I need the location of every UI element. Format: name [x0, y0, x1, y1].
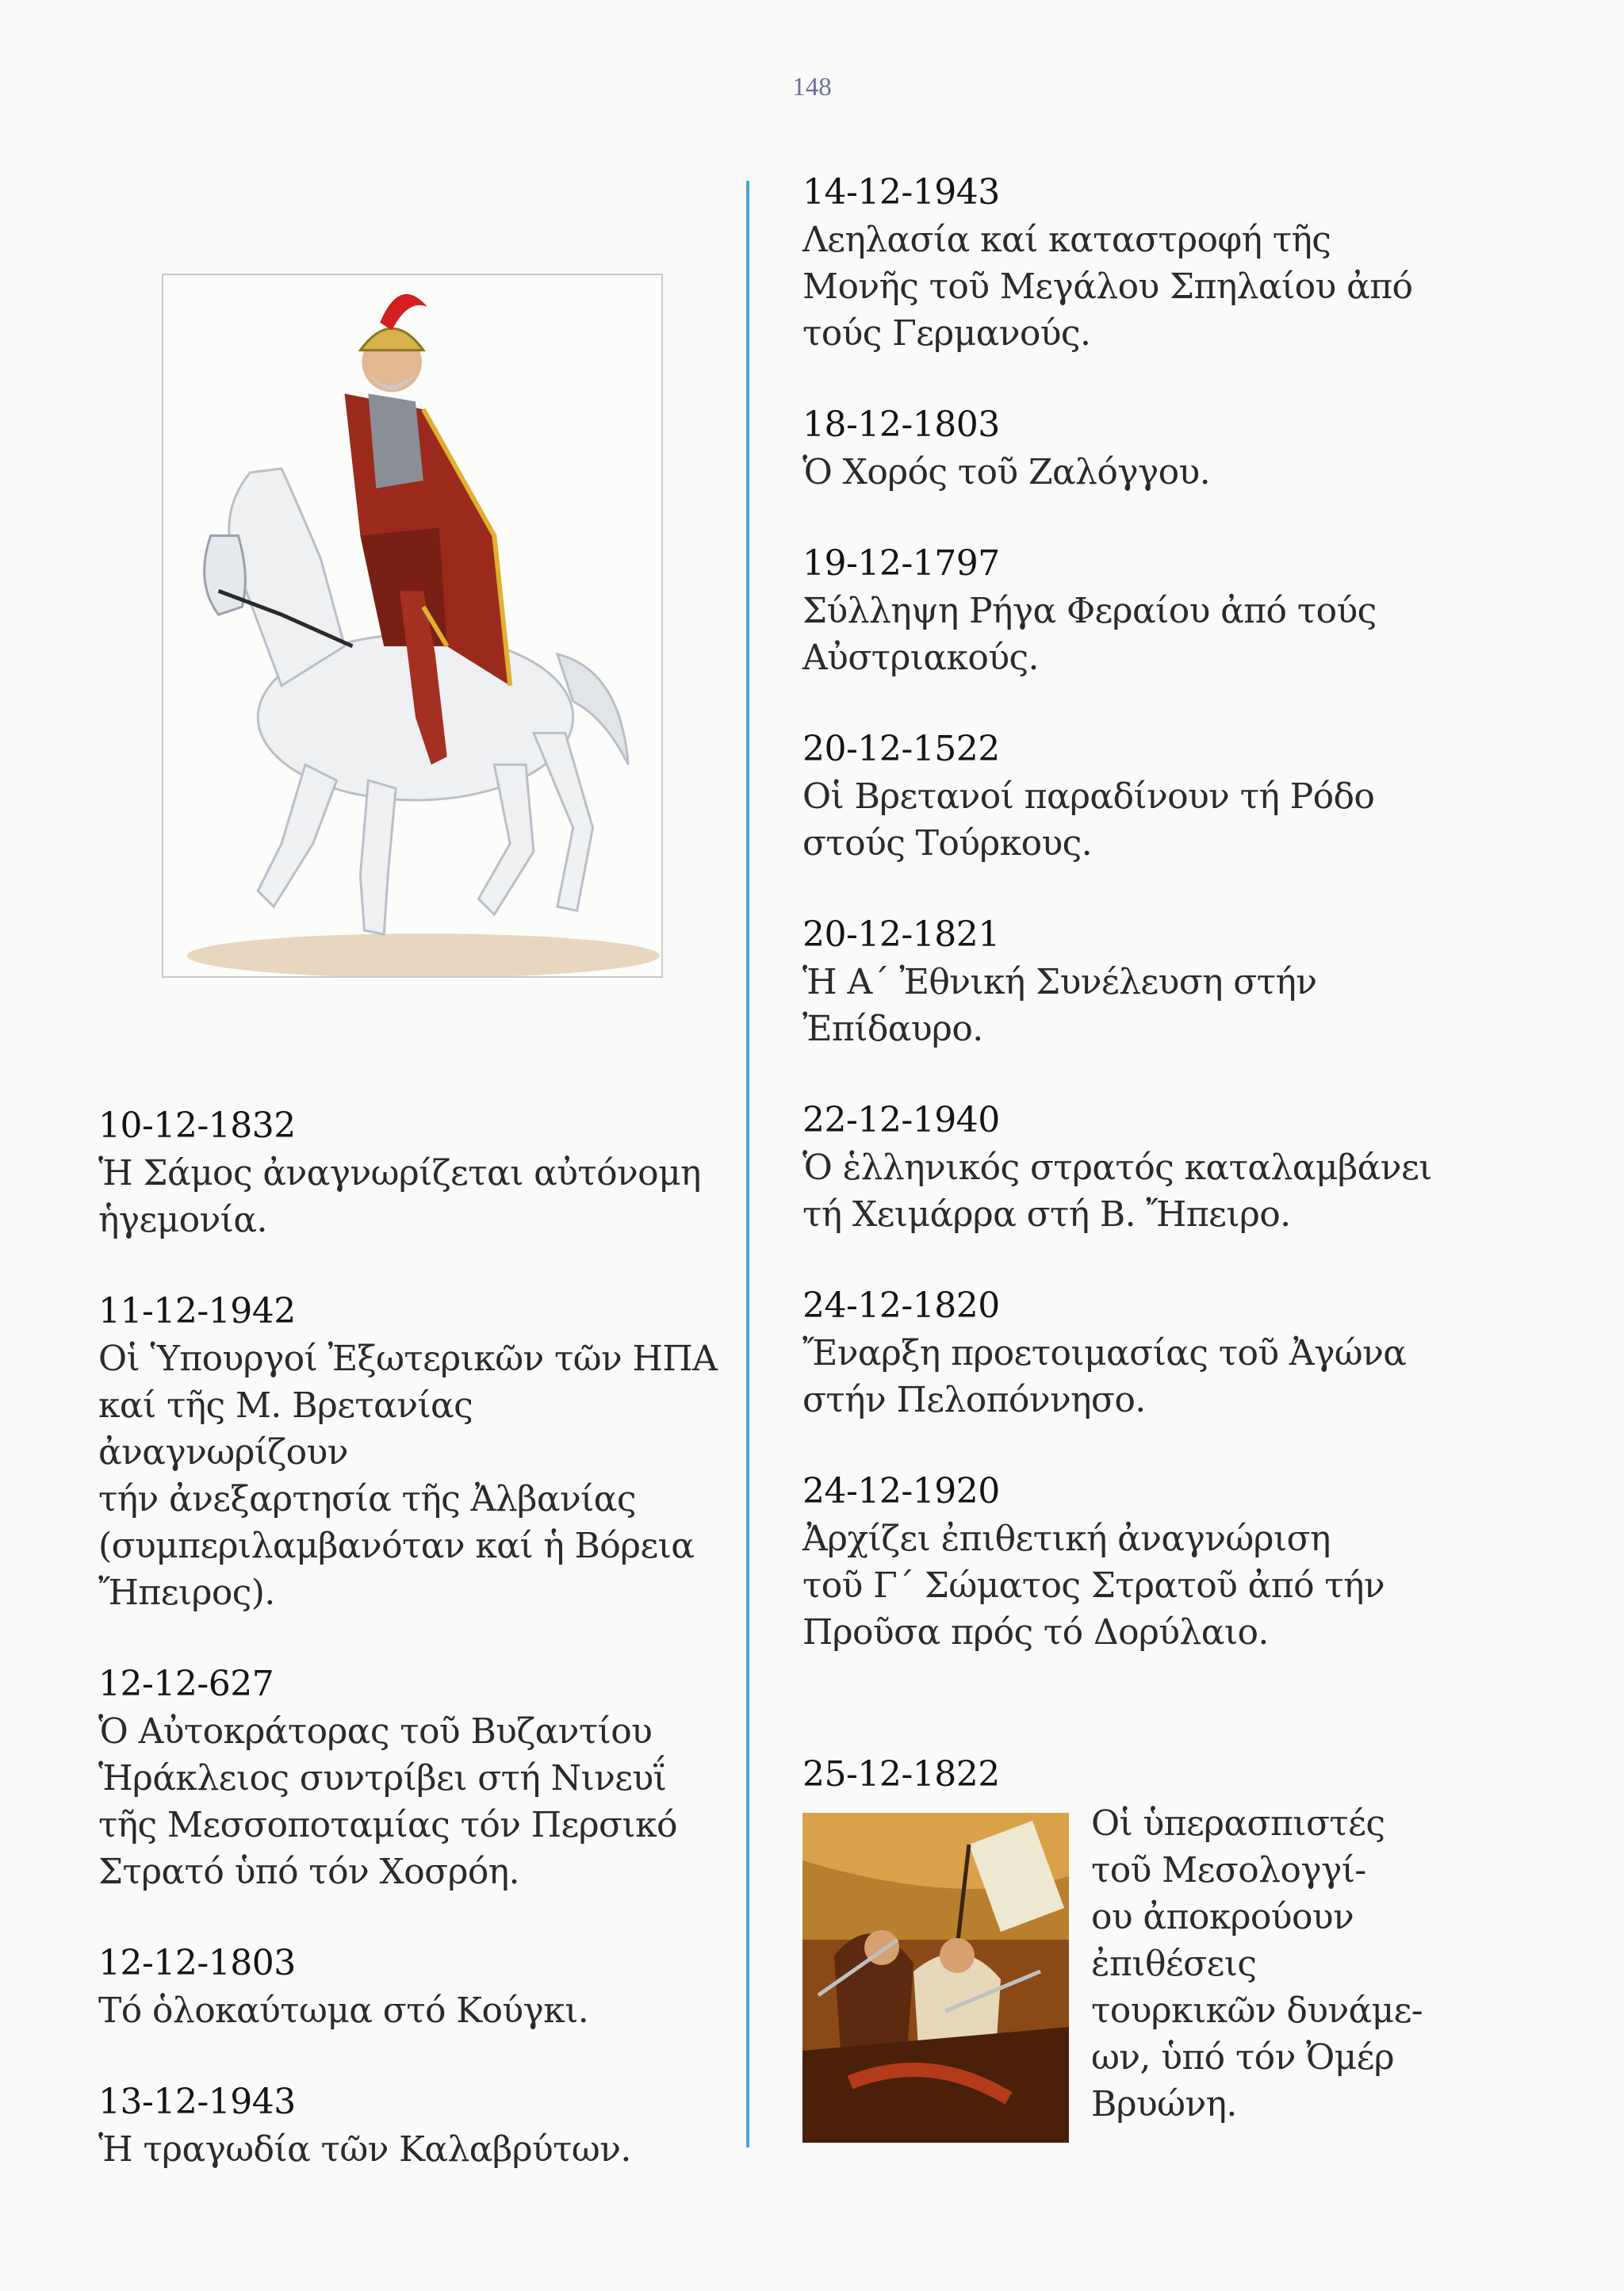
entry-text-line: τῆς Μεσσοποταμίας τόν Περσικό [98, 1805, 677, 1845]
entry-text-line: Βρυώνη. [1091, 2084, 1237, 2124]
entry-text-line: Προῦσα πρός τό Δορύλαιο. [802, 1612, 1269, 1653]
entry-text-line: ων, ὑπό τόν Ὀμέρ [1091, 2037, 1395, 2078]
entry-spacer [802, 1238, 1437, 1282]
left-column [98, 1102, 733, 2173]
entry-date: 12-12-627 [98, 1664, 274, 1704]
entry-text-line: Οἱ Βρετανοί παραδίνουν τή Ρόδο [802, 776, 1375, 817]
right-column [802, 169, 1437, 1656]
entry-text-line: Ἡ Α΄ Ἐθνική Συνέλευση στήν [802, 962, 1317, 1002]
entry-14-12-1943 [802, 169, 1437, 357]
entry-11-12-1942 [98, 1288, 733, 1616]
entry-text-line: τουρκικῶν δυνάμε- [1091, 1990, 1423, 2031]
entry-date: 14-12-1943 [802, 172, 1000, 213]
entry-text-line: ἐπιθέσεις [1091, 1944, 1257, 1984]
entry-date: 20-12-1522 [802, 729, 1000, 769]
entry-12-12-627 [98, 1661, 733, 1895]
column-divider [746, 181, 749, 2147]
entry-text-line: Ὁ ἑλληνικός στρατός καταλαμβάνει [802, 1147, 1432, 1188]
entry-spacer [802, 867, 1437, 911]
entry-10-12-1832 [98, 1102, 733, 1243]
entry-date: 18-12-1803 [802, 404, 1000, 445]
entry-text-line: τοῦ Γ΄ Σώματος Στρατοῦ ἀπό τήν [802, 1565, 1385, 1606]
entry-text-line: Ἡ τραγωδία τῶν Καλαβρύτων. [98, 2129, 631, 2170]
entry-text-line: Ἡράκλειος συντρίβει στή Νινευΐ [98, 1758, 667, 1799]
entry-spacer [802, 681, 1437, 726]
entry-text-line: Αὐστριακούς. [802, 638, 1039, 678]
entry-text-line: ου ἀποκρούουν [1091, 1897, 1354, 1937]
entry-text-line: Οἱ ὑπερασπιστές [1091, 1803, 1385, 1844]
entry-spacer [802, 1052, 1437, 1097]
entry-text-line: Σύλληψη Ρήγα Φεραίου ἀπό τούς [802, 591, 1377, 631]
entry-text-line: Ἐπίδαυρο. [802, 1009, 983, 1049]
entry-text-line: (συμπεριλαμβανόταν καί ἡ Βόρεια [98, 1526, 695, 1566]
entry-20-12-1821 [802, 911, 1437, 1052]
entry-text-line: Ὁ Χορός τοῦ Ζαλόγγου. [802, 452, 1211, 492]
entry-text-line: στήν Πελοπόννησο. [802, 1380, 1146, 1420]
entry-spacer [98, 2034, 733, 2078]
entry-text-line: καί τῆς Μ. Βρετανίας ἀναγνωρίζουν [98, 1385, 473, 1473]
entry-22-12-1940 [802, 1097, 1437, 1238]
entry-date: 25-12-1822 [802, 1754, 1000, 1795]
entry-12-12-1803 [98, 1940, 733, 2034]
entry-text-line: Ἤπειρος). [98, 1573, 275, 1613]
entry-20-12-1522 [802, 726, 1437, 867]
entry-24-12-1820 [802, 1282, 1437, 1423]
entry-text-line: Στρατό ὑπό τόν Χοσρόη. [98, 1852, 519, 1892]
entry-19-12-1797 [802, 540, 1437, 681]
entry-text-line: Ἔναρξη προετοιμασίας τοῦ Ἀγώνα [802, 1333, 1407, 1373]
entry-text-line: στούς Τούρκους. [802, 823, 1093, 864]
entry-text-line: Ἀρχίζει ἐπιθετική ἀναγνώριση [802, 1519, 1331, 1559]
entry-date: 19-12-1797 [802, 543, 1000, 584]
entry-spacer [98, 1243, 733, 1288]
entry-date: 20-12-1821 [802, 914, 1000, 955]
entry-spacer [98, 1616, 733, 1661]
entry-text-line: τήν ἀνεξαρτησία τῆς Ἀλβανίας [98, 1479, 636, 1519]
entry-date: 10-12-1832 [98, 1105, 296, 1146]
entry-13-12-1943 [98, 2078, 733, 2173]
entry-text-line: Ἡ Σάμος ἀναγνωρίζεται αὐτόνομη [98, 1153, 701, 1193]
entry-25-12-1822-text [1091, 1800, 1440, 2128]
entry-text-line: Τό ὁλοκαύτωμα στό Κούγκι. [98, 1990, 589, 2031]
entry-24-12-1920 [802, 1468, 1437, 1656]
entry-18-12-1803 [802, 401, 1437, 496]
entry-date: 24-12-1820 [802, 1285, 1000, 1326]
entry-text-line: τή Χειμάρρα στή Β. Ἤπειρο. [802, 1194, 1291, 1235]
entry-25-12-1822 [802, 1751, 1437, 1799]
entry-spacer [98, 1895, 733, 1940]
page-number: 148 [792, 73, 832, 102]
entry-date: 22-12-1940 [802, 1100, 1000, 1140]
entry-date: 13-12-1943 [98, 2082, 296, 2122]
entry-spacer [802, 357, 1437, 401]
entry-text-line: τούς Γερμανούς. [802, 313, 1091, 354]
entry-spacer [802, 496, 1437, 540]
entry-text-line: Ὁ Αὐτοκράτορας τοῦ Βυζαντίου [98, 1711, 653, 1752]
entry-text-line: ἡγεμονία. [98, 1200, 267, 1240]
entry-text-line: Λεηλασία καί καταστροφή τῆς [802, 220, 1331, 260]
entry-text-line: Μονῆς τοῦ Μεγάλου Σπηλαίου ἀπό [802, 266, 1413, 307]
entry-date: 24-12-1920 [802, 1471, 1000, 1511]
entry-text-line: τοῦ Μεσολογγί- [1091, 1850, 1366, 1891]
mesolongi-battle-painting [802, 1813, 1069, 2143]
byzantine-rider-illustration [162, 274, 663, 978]
entry-spacer [802, 1423, 1437, 1468]
entry-date: 12-12-1803 [98, 1943, 296, 1983]
entry-text-line: Οἱ Ὑπουργοί Ἐξωτερικῶν τῶν ΗΠΑ [98, 1339, 718, 1379]
entry-date: 11-12-1942 [98, 1291, 296, 1331]
